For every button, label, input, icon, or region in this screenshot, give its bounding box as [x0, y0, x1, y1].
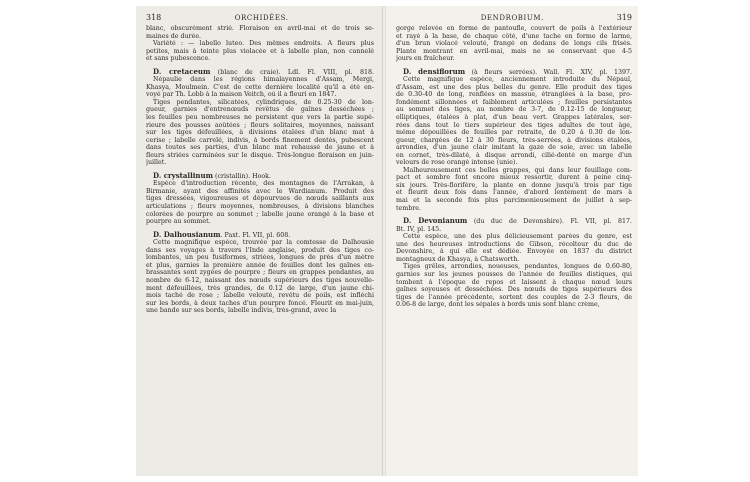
line-text: lombantes, un peu fusiformes, striées, longues de près d'un mètre [146, 254, 374, 262]
text-line [396, 197, 632, 205]
line-text: cerise ; labelle carrelé, indivis, à bords finement dentés, pubescent [146, 136, 374, 144]
line-text: sur les bords, à deux taches d'un pourpre foncé. Fleurit en mai-juin, [146, 299, 374, 307]
line-text: tombent à l'époque de repos et laissent à chaque nœud leurs [396, 278, 632, 286]
text-line [146, 277, 374, 285]
text-line [146, 254, 374, 262]
text-line [146, 129, 374, 137]
line-text: colorées de pourpre au sommet ; labelle jaune orangé à la base et [146, 210, 374, 218]
text-line [396, 122, 632, 130]
text-line [396, 25, 632, 33]
text-line [396, 114, 632, 122]
text-line [146, 99, 374, 107]
line-text: (à fleurs serrées). Wall. Fl. XIV, pl. 1397. [465, 68, 632, 76]
text-line [146, 239, 374, 247]
text-line [146, 106, 374, 114]
text-line [396, 40, 632, 48]
text-line [146, 231, 374, 240]
left-page [136, 6, 382, 476]
text-line [396, 137, 632, 145]
line-text: (du duc de Devonshire). Fl. VII, pl. 817. [467, 218, 632, 226]
text-line [396, 76, 632, 84]
text-line [396, 68, 632, 77]
text-line [396, 248, 632, 256]
book-spread [136, 6, 638, 476]
right-running-title: DENDROBIUM. [480, 14, 544, 22]
text-line [146, 114, 374, 122]
text-line [146, 300, 374, 308]
line-text: pourpre au sommet. [146, 218, 211, 226]
text-line [146, 307, 374, 315]
line-text: en cornet, très-dilaté, à disque arrondi, cilié-denté en marge d'un [396, 151, 632, 159]
line-text: articulations ; fleurs moyennes, nombreuses, à divisions blanches [146, 203, 374, 211]
line-text: mai et la seconde fois plus parcimonieusement de juillet à sep- [396, 197, 632, 205]
line-text: nombre de 6-12, naissant des nœuds supérieurs des tiges nouvelle- [146, 276, 374, 284]
text-line [396, 152, 632, 160]
text-line [146, 40, 374, 48]
text-line [146, 137, 374, 145]
text-line [146, 68, 374, 77]
line-text: dans ses voyages à travers l'Inde anglaise, produit des tiges co- [146, 246, 374, 254]
line-text: velours de rose orangé intense (unie). [396, 159, 518, 167]
text-line [396, 106, 632, 114]
line-text: une bande sur ses bords, labelle indivis, très-grand, avec la [146, 307, 337, 315]
text-line [396, 99, 632, 107]
line-text: jours en fraîcheur. [396, 55, 455, 63]
line-text: maines de durée. [146, 32, 202, 40]
right-page [386, 6, 638, 476]
line-text: dans toutes ses parties, d'un blanc mat rehaussé de jaune et à [146, 144, 374, 152]
text-line [146, 159, 374, 167]
line-text: petites, mais à teinte plus violacée et à labelle plan, non cannelé [146, 47, 374, 55]
line-text: Devonshire, à qui elle est dédiée. Envoyée en 1837 du district [396, 248, 632, 256]
line-text: tiges de l'année précédente, sortent des couples de 2-3 fleurs, de [396, 293, 632, 301]
line-text: gueur, chargées de 12 à 30 fleurs, très-serrées, à divisions étalées, [396, 136, 632, 144]
text-line [146, 25, 374, 33]
text-line [396, 174, 632, 182]
text-line [396, 189, 632, 197]
line-text: Plante montrant en avril-mai, mais ne se conservant que 4-5 [396, 47, 632, 55]
text-line [146, 211, 374, 219]
line-text: six jours. Très-florifère, la plante en donne jusqu'à trois par tige [396, 181, 632, 189]
text-line [396, 91, 632, 99]
text-line [146, 203, 374, 211]
text-line [146, 76, 374, 84]
line-text: rées dans tout le tiers supérieur des tiges adultes de tout âge, [396, 121, 632, 129]
text-line [396, 271, 632, 279]
line-text: blanc, obscurément strié. Floraison en avril-mai et de trois se- [146, 25, 374, 32]
text-line [146, 262, 374, 270]
text-line [146, 292, 374, 300]
text-line [146, 33, 374, 41]
line-text: sur les tiges défeuillées, à divisions étalées d'un blanc mat à [146, 129, 374, 137]
species-name: D. densiflorum [403, 67, 466, 76]
line-text: rieure des pousses aoûtées ; fleurs solitaires, moyennes, naissant [146, 121, 374, 129]
right-running-head [396, 13, 632, 22]
right-page-body [396, 25, 632, 309]
line-text: Khasya, Moulmein. C'est de cette dernière localité qu'il a été en- [146, 83, 374, 91]
text-line [396, 294, 632, 302]
text-line [146, 122, 374, 130]
left-page-number: 318 [146, 13, 162, 22]
line-text: et sans pubescence. [146, 55, 211, 63]
line-text: même dépouillées de feuilles par retraite, de 0.20 à 0.30 de lon- [396, 129, 632, 137]
line-text: Cette espèce, une des plus délicieusement parées du genre, est [403, 233, 632, 241]
text-line [146, 188, 374, 196]
text-line [146, 55, 374, 63]
text-line [396, 256, 632, 264]
text-line [396, 241, 632, 249]
line-text: Cette magnifique espèce, anciennement introduite du Népaul, [403, 76, 632, 84]
species-name: D. crystallinum [153, 171, 213, 180]
left-running-head [146, 13, 374, 22]
text-line [146, 84, 374, 92]
line-text: 0.06-8 de large, dont les sépales à bords unis sont blanc crème, [396, 301, 600, 309]
text-line [396, 263, 632, 271]
line-text: les feuilles peu nombreuses ne persistent que vers la partie supé- [146, 114, 374, 122]
text-line [146, 269, 374, 277]
text-line [146, 91, 374, 99]
text-line [146, 247, 374, 255]
line-text: garnies sur les jeunes pousses de l'année de feuilles distiques, qui [396, 270, 632, 278]
text-line [396, 144, 632, 152]
line-text: ment défeuillées, très grandes, de 0.12 de large, d'un jaune chi- [146, 284, 374, 292]
text-line [146, 285, 374, 293]
line-text: une des heureuses introductions de Gibson, récolteur du duc de [396, 240, 632, 248]
text-line [396, 301, 632, 309]
line-text: arrondies, d'un jaune clair imitant la gaze de soie, avec un labelle [396, 144, 632, 152]
line-text: Cette magnifique espèce, trouvée par la comtesse de Dalhousie [153, 239, 374, 247]
line-text: d'un brun violacé velouté, frangé en dedans de longs cils frisés. [396, 40, 632, 48]
line-text: tiges dressées, vigoureuses et dépourvues de nœuds saillants aux [146, 195, 374, 203]
text-line [396, 33, 632, 41]
line-text: Variété : — labello luteo. Des mêmes endroits. A fleurs plus [153, 40, 374, 48]
line-text: brassantes sont zygées de pourpre ; fleurs en grappes pendantes, au [146, 269, 374, 277]
line-text: Népaulie dans les régions himalayennes d'Assam, Mergi, [153, 76, 374, 84]
text-line [396, 129, 632, 137]
text-line [146, 152, 374, 160]
line-text: au sommet des tiges, au nombre de 3-7, de 0.12-15 de longueur, [396, 106, 632, 114]
line-text: mois taché de rose ; labelle velouté, revêtu de poils, est infléchi [146, 292, 374, 300]
text-line [396, 233, 632, 241]
text-line [396, 182, 632, 190]
line-text: Bt. IV, pl. 145. [396, 225, 442, 233]
line-text: Malheureusement ces belles grappes, qui dans leur feuillage com- [403, 166, 632, 174]
text-line [396, 55, 632, 63]
text-line [396, 279, 632, 287]
line-text: (cristallin). Hook. [213, 172, 271, 180]
line-text: de 0.30-40 de long, renflées en massue, étranglées à la base, pro- [396, 91, 632, 99]
text-line [146, 218, 374, 226]
text-line [396, 217, 632, 226]
species-name: D. Dalhousianum [153, 230, 221, 239]
line-text: d'Assam, est une des plus belles du genre. Elle produit des tiges [396, 83, 632, 91]
text-line [396, 159, 632, 167]
line-text: elliptiques, étalées à plat, d'un beau vert. Grappes latérales, ser- [396, 114, 632, 122]
text-line [396, 226, 632, 234]
line-text: juillet. [146, 159, 167, 167]
text-line [396, 48, 632, 56]
text-line [396, 84, 632, 92]
text-line [396, 205, 632, 213]
text-line [146, 48, 374, 56]
line-text: voyé par Th. Lobb à la maison Veitch, où il a fleuri en 1847. [146, 91, 337, 99]
line-text: fleurs striées carminées sur le disque. Très-longue floraison en juin- [146, 151, 374, 159]
left-running-title: ORCHIDÉES. [234, 14, 289, 22]
species-name: D. cretaceum [153, 67, 211, 76]
text-line [146, 172, 374, 181]
line-text: Tiges grêles, arrondies, noueuses, pendantes, longues de 0.60-80, [403, 263, 632, 271]
line-text: gaînes soyeuses et desséchées. Des nœuds de tiges supérieurs des [396, 286, 632, 294]
text-line [146, 195, 374, 203]
right-page-number: 319 [616, 13, 632, 22]
species-name: D. Devonianum [403, 217, 468, 226]
line-text: et fleurit deux fois dans l'année, d'abord lentement de mars à [396, 189, 632, 197]
text-line [146, 144, 374, 152]
line-text: tembre. [396, 204, 421, 212]
line-text: Espèce d'introduction récente, des montagnes de l'Arrakan, à [153, 180, 374, 188]
text-line [396, 286, 632, 294]
line-text: pact et sombre font encore mieux ressortir, durent à peine cinq- [396, 174, 632, 182]
text-line [396, 167, 632, 175]
line-text: Birmanie, ayant des affinités avec le Wardianum. Produit des [146, 187, 374, 195]
line-text: (blanc de craie). Ldl. Fl. VIII, pl. 818. [210, 68, 374, 76]
line-text: Tiges pendantes, silicatées, cylindriques, de 0.25-30 de lon- [153, 98, 374, 106]
line-text: fondément sillonnées et faiblement articulées ; feuilles persistantes [396, 98, 632, 106]
text-line [146, 180, 374, 188]
line-text: montagneux de Khasya, à Chatsworth. [396, 255, 520, 263]
line-text: gueur, garnies d'entrenœuds revêtus de gaînes desséchées ; [146, 106, 374, 114]
line-text: et plus, garnies la première année de feuilles dont les gaînes en- [146, 261, 374, 269]
line-text: . Paxt. Fl. VII, pl. 608. [220, 231, 291, 239]
left-page-body [146, 25, 374, 315]
line-text: et rayé à la base, de chaque côté, d'une tache en forme de larme, [396, 32, 632, 40]
line-text: gorge relevée en forme de pantoufle, couvert de poils à l'extérieur [396, 25, 632, 32]
